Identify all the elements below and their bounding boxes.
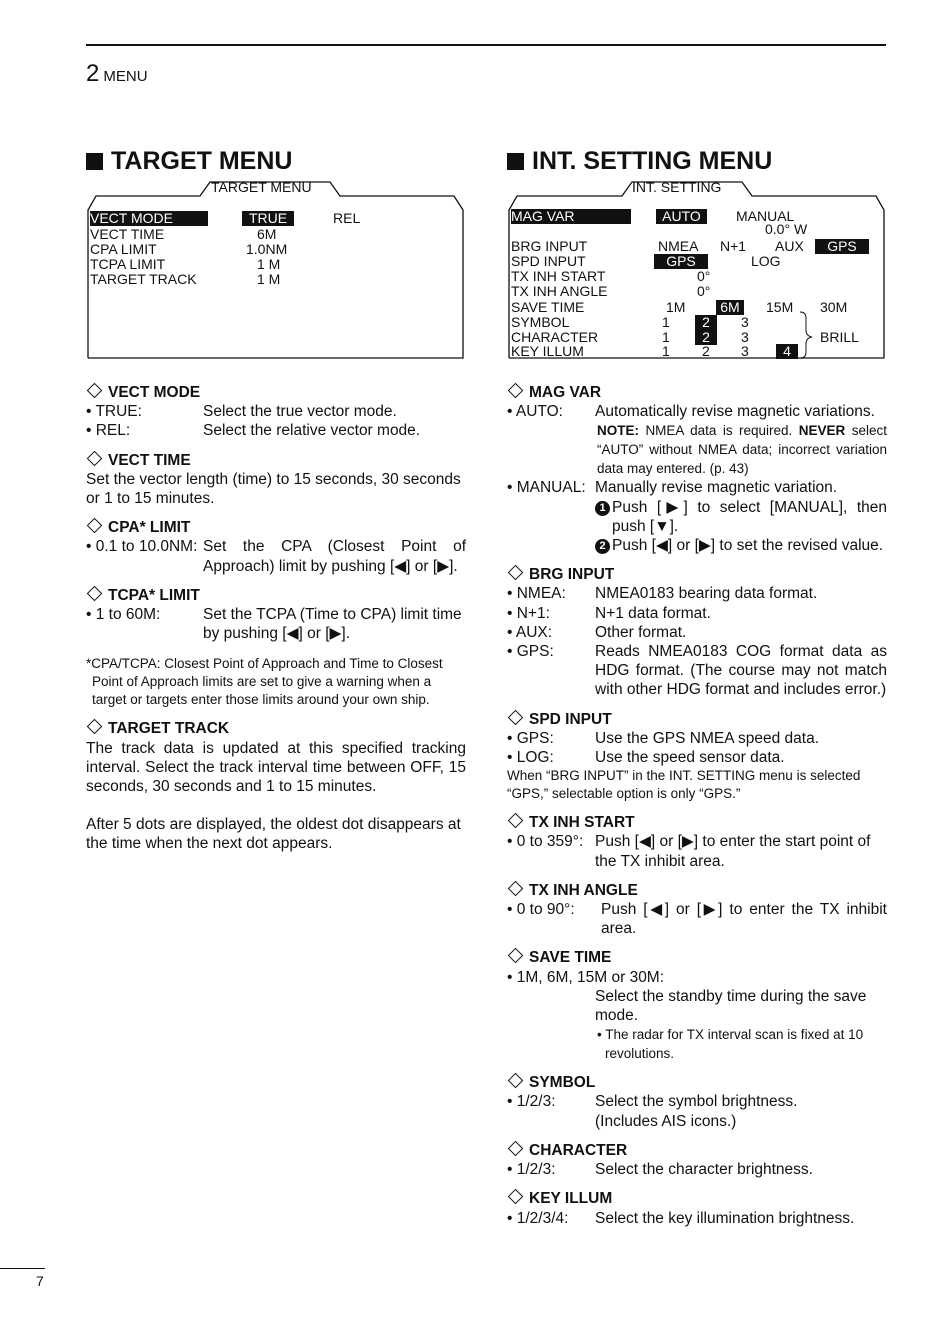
int-setting-heading: INT. SETTING MENU — [507, 147, 772, 176]
lcd-vect-mode-true: TRUE — [242, 211, 294, 226]
lcd-mag-var-manual: MANUAL — [736, 208, 795, 224]
list-item: • TRUE: Select the true vector mode. — [86, 403, 397, 421]
diamond-icon — [508, 1189, 524, 1205]
save-time-text: Select the standby time during the save mode. — [595, 987, 867, 1025]
lcd-mag-var-value: 0.0° W — [765, 221, 808, 237]
symbol-text-2: (Includes AIS icons.) — [595, 1112, 737, 1130]
int-screen-title: INT. SETTING — [632, 179, 722, 195]
diamond-icon — [508, 565, 524, 581]
diamond-icon — [87, 450, 103, 466]
lcd-key-illum-3: 3 — [741, 343, 749, 359]
target-track-heading: TARGET TRACK — [86, 719, 466, 738]
lcd-symbol-2: 2 — [695, 315, 717, 330]
lcd-brg-aux: AUX — [775, 238, 804, 254]
diamond-icon — [508, 881, 524, 897]
step-number-icon: 2 — [595, 539, 610, 554]
list-item: • 0 to 90°: Push [◀] or [▶] to enter the TX inhibit area. — [507, 901, 887, 938]
list-item: • MANUAL: Manually revise magnetic variation. — [507, 479, 838, 497]
list-item: • AUX: Other format. — [507, 623, 687, 641]
lcd-symbol-label: SYMBOL — [511, 314, 570, 330]
lcd-vect-time-label: VECT TIME — [90, 226, 165, 242]
screen-frames — [0, 0, 950, 380]
step-item: 2 Push [◀] or [▶] to set the revised value. — [507, 536, 887, 555]
lcd-mag-var-label: MAG VAR — [511, 209, 631, 224]
lcd-save-30m: 30M — [820, 299, 848, 315]
lcd-tcpa-limit-label: TCPA LIMIT — [90, 256, 166, 272]
tx-inh-start-heading: TX INH START — [507, 813, 887, 832]
lcd-spd-input-label: SPD INPUT — [511, 253, 586, 269]
diamond-icon — [87, 518, 103, 534]
mag-var-note: NOTE: NMEA data is required. NEVER select “AUTO” without NMEA data; incorrect variation data may entered. (p. 43) — [597, 423, 887, 477]
save-time-heading: SAVE TIME — [507, 948, 887, 967]
lcd-save-1m: 1M — [666, 299, 686, 315]
lcd-character-brill: BRILL — [820, 329, 859, 345]
lcd-character-2: 2 — [695, 330, 717, 345]
lcd-key-illum-1: 1 — [662, 343, 670, 359]
list-item: • REL: Select the relative vector mode. — [86, 422, 421, 440]
save-time-note: • The radar for TX interval scan is fixed at 10 revolutions. — [597, 1027, 864, 1062]
lcd-cpa-limit-value: 1.0NM — [246, 241, 288, 257]
lcd-mag-var-auto: AUTO — [656, 209, 707, 224]
lcd-spd-log: LOG — [751, 253, 781, 269]
spd-input-heading: SPD INPUT — [507, 710, 887, 729]
list-item: • LOG: Use the speed sensor data. — [507, 749, 785, 767]
lcd-tx-inh-angle-label: TX INH ANGLE — [511, 283, 608, 299]
symbol-heading: SYMBOL — [507, 1073, 887, 1092]
diamond-icon — [508, 383, 524, 399]
list-item: • 1/2/3/4: Select the key illumination brightness. — [507, 1209, 855, 1227]
diamond-icon — [508, 709, 524, 725]
lcd-tx-inh-start-label: TX INH START — [511, 268, 606, 284]
diamond-icon — [87, 383, 103, 399]
list-item: • AUTO: Automatically revise magnetic variations. — [507, 403, 875, 421]
diamond-icon — [508, 1141, 524, 1157]
list-item: • 0.1 to 10.0NM: Set the CPA (Closest Point of Approach) limit by pushing [◀] or [▶]. — [86, 538, 466, 575]
target-menu-heading: TARGET MENU — [86, 147, 292, 176]
lcd-tx-inh-start-value: 0° — [697, 268, 711, 284]
lcd-character-label: CHARACTER — [511, 329, 599, 345]
list-item: • GPS: Use the GPS NMEA speed data. — [507, 729, 820, 747]
lcd-save-15m: 15M — [766, 299, 794, 315]
diamond-icon — [508, 948, 524, 964]
diamond-icon — [87, 586, 103, 602]
cpa-footnote: *CPA/TCPA: Closest Point of Approach and Time to Closest Point of Approach limits are set to give a warning when a target or targets enter those limits around your own ship. — [86, 656, 443, 708]
vect-mode-heading: VECT MODE — [86, 383, 466, 402]
lcd-tcpa-limit-value: 1 M — [257, 256, 281, 272]
left-column — [86, 383, 466, 854]
lcd-target-track-label: TARGET TRACK — [90, 271, 197, 287]
lcd-brg-input-label: BRG INPUT — [511, 238, 588, 254]
page-number-rule — [0, 1268, 45, 1269]
vect-time-text: Set the vector length (time) to 15 seconds, 30 seconds or 1 to 15 minutes. — [86, 470, 461, 508]
lcd-symbol-1: 1 — [662, 314, 670, 330]
target-track-text: The track data is updated at this specified tracking interval. Select the track interval time between OFF, 15 seconds, 30 seconds and 1 to 15 minutes. — [86, 739, 466, 796]
lcd-vect-mode-label: VECT MODE — [90, 211, 208, 226]
list-item: • 1/2/3: Select the symbol brightness. — [507, 1093, 798, 1111]
lcd-target-track-value: 1 M — [257, 271, 281, 287]
mag-var-heading: MAG VAR — [507, 383, 887, 402]
lcd-vect-time-value: 6M — [257, 226, 277, 242]
lcd-save-6m: 6M — [716, 300, 744, 315]
tx-inh-angle-heading: TX INH ANGLE — [507, 881, 887, 900]
lcd-character-3: 3 — [741, 329, 749, 345]
page-number: 7 — [36, 1273, 44, 1289]
list-item: • 1/2/3: Select the character brightness. — [507, 1161, 813, 1179]
diamond-icon — [508, 813, 524, 829]
lcd-tx-inh-angle-value: 0° — [697, 283, 711, 299]
step-number-icon: 1 — [595, 501, 610, 516]
lcd-spd-gps: GPS — [654, 254, 708, 269]
lcd-cpa-limit-label: CPA LIMIT — [90, 241, 157, 257]
tcpa-limit-heading: TCPA* LIMIT — [86, 586, 466, 605]
key-illum-heading: KEY ILLUM — [507, 1189, 887, 1208]
lcd-key-illum-label: KEY ILLUM — [511, 343, 584, 359]
lcd-brg-nmea: NMEA — [658, 238, 699, 254]
vect-time-heading: VECT TIME — [86, 451, 466, 470]
list-item: • NMEA: NMEA0183 bearing data format. — [507, 585, 818, 603]
target-screen-title: TARGET MENU — [211, 179, 312, 195]
lcd-key-illum-2: 2 — [702, 343, 710, 359]
lcd-save-time-label: SAVE TIME — [511, 299, 585, 315]
target-track-text-2: After 5 dots are displayed, the oldest dot disappears at the time when the next dot appears. — [86, 816, 461, 853]
list-item: • GPS: Reads NMEA0183 COG format data as HDG format. (The course may not match with other HDG format and includes error.) — [507, 643, 887, 699]
diamond-icon — [87, 719, 103, 735]
brg-input-heading: BRG INPUT — [507, 565, 887, 584]
lcd-vect-mode-rel: REL — [333, 210, 361, 226]
diamond-icon — [508, 1073, 524, 1089]
cpa-limit-heading: CPA* LIMIT — [86, 518, 466, 537]
list-item: • 0 to 359°: Push [◀] or [▶] to enter the start point of the TX inhibit area. — [507, 833, 871, 870]
lcd-character-1: 1 — [662, 329, 670, 345]
right-column — [507, 383, 887, 1228]
lcd-brg-n1: N+1 — [720, 238, 747, 254]
lcd-brg-gps: GPS — [815, 239, 869, 254]
chapter-header: 2 MENU — [86, 60, 148, 87]
character-heading: CHARACTER — [507, 1141, 887, 1160]
spd-input-note: When “BRG INPUT” in the INT. SETTING menu is selected “GPS,” selectable option is only “GPS.” — [507, 768, 861, 802]
lcd-symbol-3: 3 — [741, 314, 749, 330]
lcd-key-illum-4: 4 — [776, 344, 798, 359]
list-item: • N+1: N+1 data format. — [507, 604, 711, 622]
list-item: • 1 to 60M: Set the TCPA (Time to CPA) limit time by pushing [◀] or [▶]. — [86, 606, 462, 643]
step-item: 1 Push [▶] to select [MANUAL], then push [▼]. — [507, 498, 887, 536]
save-time-options: • 1M, 6M, 15M or 30M: — [507, 968, 665, 986]
